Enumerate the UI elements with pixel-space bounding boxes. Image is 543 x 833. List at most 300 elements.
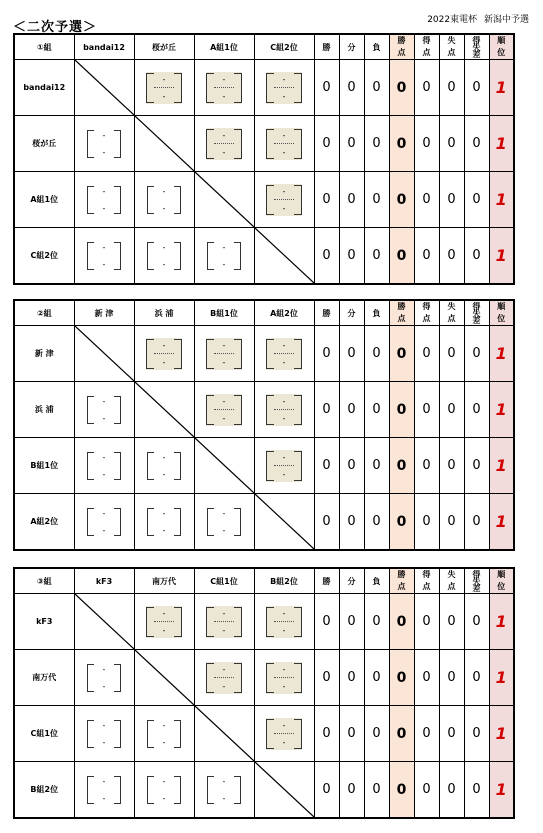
stat-draw: 0 bbox=[339, 762, 364, 819]
score-separator: - bbox=[282, 737, 286, 747]
score-entry-box[interactable] bbox=[206, 774, 242, 806]
diagonal-line bbox=[255, 762, 314, 817]
stat-loss: 0 bbox=[364, 706, 389, 762]
league-table bbox=[13, 33, 515, 285]
score-divider bbox=[274, 465, 294, 466]
stat-win: 0 bbox=[314, 228, 339, 285]
match-cell bbox=[74, 650, 134, 706]
header-char: 失 bbox=[447, 302, 456, 311]
match-cell bbox=[194, 326, 254, 382]
header-char: 位 bbox=[497, 314, 506, 323]
match-cell bbox=[254, 60, 314, 116]
diagonal-cell bbox=[74, 326, 134, 382]
diagonal-cell bbox=[254, 762, 314, 819]
group-table-1 bbox=[13, 33, 515, 285]
league-table bbox=[13, 567, 515, 819]
match-cell bbox=[194, 382, 254, 438]
score-separator: - bbox=[222, 357, 226, 367]
stat-gd: 0 bbox=[464, 60, 489, 116]
stat-win: 0 bbox=[314, 382, 339, 438]
header-char: 勝 bbox=[397, 570, 406, 579]
stat-ga: 0 bbox=[439, 172, 464, 228]
score-separator: - bbox=[162, 776, 166, 786]
stat-loss: 0 bbox=[364, 650, 389, 706]
score-entry-box[interactable] bbox=[146, 338, 182, 370]
stat-points: 0 bbox=[389, 650, 414, 706]
stat-win: 0 bbox=[314, 60, 339, 116]
header-goals-against bbox=[439, 34, 464, 60]
header-char: 点 bbox=[397, 314, 406, 323]
stat-gf: 0 bbox=[414, 172, 439, 228]
score-divider bbox=[274, 199, 294, 200]
header-goals-against bbox=[439, 300, 464, 326]
score-separator: - bbox=[162, 357, 166, 367]
header-loss: 負 bbox=[364, 568, 389, 594]
score-separator: - bbox=[162, 508, 166, 518]
header-char: 失 bbox=[472, 308, 481, 318]
stat-draw: 0 bbox=[339, 494, 364, 551]
diagonal-line bbox=[75, 60, 134, 115]
stat-loss: 0 bbox=[364, 60, 389, 116]
header-char: 失 bbox=[447, 570, 456, 579]
stat-points: 0 bbox=[389, 762, 414, 819]
stat-gf: 0 bbox=[414, 382, 439, 438]
stat-ga: 0 bbox=[439, 228, 464, 285]
group-label: ②組 bbox=[14, 300, 74, 326]
stat-gd: 0 bbox=[464, 326, 489, 382]
score-separator: - bbox=[102, 469, 106, 479]
match-cell bbox=[254, 438, 314, 494]
stat-gd: 0 bbox=[464, 706, 489, 762]
score-entry-box[interactable] bbox=[206, 128, 242, 160]
match-cell bbox=[194, 494, 254, 551]
stat-ga: 0 bbox=[439, 326, 464, 382]
score-separator: - bbox=[282, 413, 286, 423]
header-win: 勝 bbox=[314, 300, 339, 326]
stat-loss: 0 bbox=[364, 594, 389, 650]
match-cell bbox=[254, 172, 314, 228]
team-column-header: 浜 浦 bbox=[134, 300, 194, 326]
diagonal-cell bbox=[74, 594, 134, 650]
stat-draw: 0 bbox=[339, 594, 364, 650]
stat-gf: 0 bbox=[414, 762, 439, 819]
score-separator: - bbox=[222, 625, 226, 635]
stat-gf: 0 bbox=[414, 60, 439, 116]
diagonal-line bbox=[195, 706, 254, 761]
score-entry-box[interactable] bbox=[86, 450, 122, 482]
diagonal-line bbox=[75, 326, 134, 381]
header-char: 点 bbox=[447, 582, 456, 591]
group-table-3 bbox=[13, 567, 515, 819]
header-row bbox=[14, 34, 514, 60]
score-divider bbox=[274, 621, 294, 622]
score-entry-box[interactable] bbox=[266, 718, 302, 750]
match-cell bbox=[194, 228, 254, 285]
stat-loss: 0 bbox=[364, 494, 389, 551]
stat-rank: 1 bbox=[489, 594, 514, 650]
stat-gd: 0 bbox=[464, 116, 489, 172]
score-separator: - bbox=[222, 793, 226, 803]
header-char: 得 bbox=[422, 302, 431, 311]
header-char: 点 bbox=[447, 314, 456, 323]
stat-rank: 1 bbox=[489, 762, 514, 819]
team-row-name: 南万代 bbox=[14, 650, 74, 706]
header-win: 勝 bbox=[314, 34, 339, 60]
stat-loss: 0 bbox=[364, 116, 389, 172]
stat-draw: 0 bbox=[339, 650, 364, 706]
stat-ga: 0 bbox=[439, 438, 464, 494]
header-char: 失 bbox=[472, 576, 481, 586]
score-separator: - bbox=[282, 357, 286, 367]
stat-ga: 0 bbox=[439, 494, 464, 551]
team-row-name: A組1位 bbox=[14, 172, 74, 228]
header-char: 点 bbox=[422, 48, 431, 57]
diagonal-cell bbox=[194, 706, 254, 762]
stat-loss: 0 bbox=[364, 438, 389, 494]
team-row-name: 新 津 bbox=[14, 326, 74, 382]
match-cell bbox=[254, 650, 314, 706]
score-entry-box[interactable] bbox=[206, 240, 242, 272]
header-char: 位 bbox=[497, 48, 506, 57]
score-entry-box[interactable] bbox=[86, 774, 122, 806]
stat-points: 0 bbox=[389, 228, 414, 285]
team-row bbox=[14, 650, 514, 706]
team-row-name: 桜が丘 bbox=[14, 116, 74, 172]
score-entry-box[interactable] bbox=[146, 506, 182, 538]
team-row bbox=[14, 594, 514, 650]
score-entry-box[interactable] bbox=[146, 450, 182, 482]
stat-loss: 0 bbox=[364, 326, 389, 382]
header-rank bbox=[489, 300, 514, 326]
team-row bbox=[14, 172, 514, 228]
score-separator: - bbox=[162, 720, 166, 730]
score-entry-box[interactable] bbox=[86, 506, 122, 538]
score-separator: - bbox=[102, 525, 106, 535]
header-rank bbox=[489, 568, 514, 594]
score-separator: - bbox=[102, 147, 106, 157]
team-row-name: 浜 浦 bbox=[14, 382, 74, 438]
score-separator: - bbox=[162, 452, 166, 462]
score-separator: - bbox=[102, 664, 106, 674]
score-separator: - bbox=[222, 525, 226, 535]
score-divider bbox=[274, 87, 294, 88]
team-row bbox=[14, 326, 514, 382]
match-cell bbox=[134, 228, 194, 285]
stat-loss: 0 bbox=[364, 382, 389, 438]
match-cell bbox=[134, 326, 194, 382]
team-row-name: B組1位 bbox=[14, 438, 74, 494]
match-cell bbox=[254, 116, 314, 172]
score-entry-box[interactable] bbox=[266, 662, 302, 694]
team-column-header: 桜が丘 bbox=[134, 34, 194, 60]
score-divider bbox=[154, 621, 174, 622]
match-cell bbox=[194, 116, 254, 172]
score-separator: - bbox=[102, 396, 106, 406]
score-separator: - bbox=[102, 413, 106, 423]
stat-ga: 0 bbox=[439, 594, 464, 650]
header-char: 順 bbox=[497, 36, 506, 45]
stat-gd: 0 bbox=[464, 650, 489, 706]
stat-ga: 0 bbox=[439, 116, 464, 172]
stat-ga: 0 bbox=[439, 382, 464, 438]
header-char: 位 bbox=[497, 582, 506, 591]
header-char: 得 bbox=[422, 570, 431, 579]
stat-rank: 1 bbox=[489, 494, 514, 551]
header-char: 点 bbox=[422, 582, 431, 591]
header-char: 順 bbox=[497, 302, 506, 311]
stat-rank: 1 bbox=[489, 438, 514, 494]
score-separator: - bbox=[162, 625, 166, 635]
header-char: 差 bbox=[472, 315, 481, 325]
score-entry-box[interactable] bbox=[146, 72, 182, 104]
team-column-header: B組1位 bbox=[194, 300, 254, 326]
stat-rank: 1 bbox=[489, 326, 514, 382]
stat-win: 0 bbox=[314, 706, 339, 762]
score-entry-box[interactable] bbox=[266, 72, 302, 104]
team-row bbox=[14, 438, 514, 494]
score-separator: - bbox=[222, 242, 226, 252]
score-entry-box[interactable] bbox=[146, 184, 182, 216]
diagonal-line bbox=[255, 494, 314, 549]
stat-win: 0 bbox=[314, 762, 339, 819]
header-char: 点 bbox=[447, 48, 456, 57]
score-separator: - bbox=[102, 203, 106, 213]
score-separator: - bbox=[162, 737, 166, 747]
score-entry-box[interactable] bbox=[86, 240, 122, 272]
score-separator: - bbox=[222, 259, 226, 269]
header-points bbox=[389, 300, 414, 326]
stat-gd: 0 bbox=[464, 382, 489, 438]
score-separator: - bbox=[102, 186, 106, 196]
score-separator: - bbox=[162, 525, 166, 535]
score-separator: - bbox=[102, 681, 106, 691]
stat-points: 0 bbox=[389, 382, 414, 438]
score-entry-box[interactable] bbox=[86, 128, 122, 160]
score-entry-box[interactable] bbox=[86, 662, 122, 694]
header-goal-diff bbox=[464, 34, 489, 60]
diagonal-cell bbox=[194, 438, 254, 494]
score-separator: - bbox=[162, 469, 166, 479]
match-cell bbox=[74, 762, 134, 819]
match-cell bbox=[134, 172, 194, 228]
score-entry-box[interactable] bbox=[146, 240, 182, 272]
stat-points: 0 bbox=[389, 116, 414, 172]
score-entry-box[interactable] bbox=[266, 128, 302, 160]
diagonal-line bbox=[135, 116, 194, 171]
score-separator: - bbox=[222, 776, 226, 786]
score-divider bbox=[214, 143, 234, 144]
stat-gf: 0 bbox=[414, 594, 439, 650]
match-cell bbox=[134, 494, 194, 551]
stat-gd: 0 bbox=[464, 494, 489, 551]
score-separator: - bbox=[282, 130, 286, 140]
stat-rank: 1 bbox=[489, 60, 514, 116]
score-separator: - bbox=[222, 74, 226, 84]
stat-ga: 0 bbox=[439, 650, 464, 706]
match-cell bbox=[194, 60, 254, 116]
match-cell bbox=[74, 494, 134, 551]
stat-draw: 0 bbox=[339, 116, 364, 172]
league-table bbox=[13, 299, 515, 551]
stat-gf: 0 bbox=[414, 706, 439, 762]
match-cell bbox=[254, 706, 314, 762]
stat-win: 0 bbox=[314, 172, 339, 228]
score-entry-box[interactable] bbox=[266, 394, 302, 426]
score-entry-box[interactable] bbox=[266, 606, 302, 638]
stat-gf: 0 bbox=[414, 650, 439, 706]
score-entry-box[interactable] bbox=[86, 394, 122, 426]
diagonal-line bbox=[135, 650, 194, 705]
score-separator: - bbox=[222, 413, 226, 423]
score-divider bbox=[214, 621, 234, 622]
stat-points: 0 bbox=[389, 594, 414, 650]
stat-gf: 0 bbox=[414, 116, 439, 172]
team-row-name: B組2位 bbox=[14, 762, 74, 819]
team-column-header: 新 津 bbox=[74, 300, 134, 326]
match-cell bbox=[254, 594, 314, 650]
match-cell bbox=[134, 706, 194, 762]
stat-gd: 0 bbox=[464, 594, 489, 650]
score-separator: - bbox=[282, 664, 286, 674]
header-char: 得 bbox=[472, 569, 481, 579]
event-region: 新潟中予選 bbox=[483, 15, 529, 25]
score-divider bbox=[154, 87, 174, 88]
header-draw: 分 bbox=[339, 34, 364, 60]
stat-loss: 0 bbox=[364, 762, 389, 819]
stat-gd: 0 bbox=[464, 438, 489, 494]
stat-ga: 0 bbox=[439, 60, 464, 116]
score-entry-box[interactable] bbox=[146, 774, 182, 806]
diagonal-cell bbox=[134, 650, 194, 706]
stat-loss: 0 bbox=[364, 228, 389, 285]
score-separator: - bbox=[162, 74, 166, 84]
header-points bbox=[389, 568, 414, 594]
score-entry-box[interactable] bbox=[206, 606, 242, 638]
stat-points: 0 bbox=[389, 172, 414, 228]
score-separator: - bbox=[102, 720, 106, 730]
stat-gd: 0 bbox=[464, 172, 489, 228]
score-entry-box[interactable] bbox=[206, 394, 242, 426]
score-separator: - bbox=[102, 452, 106, 462]
match-cell bbox=[134, 762, 194, 819]
team-column-header: kF3 bbox=[74, 568, 134, 594]
stat-draw: 0 bbox=[339, 228, 364, 285]
score-divider bbox=[214, 87, 234, 88]
score-separator: - bbox=[162, 340, 166, 350]
header-goals-for bbox=[414, 568, 439, 594]
team-column-header: 南万代 bbox=[134, 568, 194, 594]
score-entry-box[interactable] bbox=[146, 606, 182, 638]
header-char: 点 bbox=[422, 314, 431, 323]
match-cell bbox=[74, 172, 134, 228]
header-char: 失 bbox=[447, 36, 456, 45]
team-row-name: kF3 bbox=[14, 594, 74, 650]
score-separator: - bbox=[162, 203, 166, 213]
match-cell bbox=[74, 438, 134, 494]
score-separator: - bbox=[282, 625, 286, 635]
score-entry-box[interactable] bbox=[266, 338, 302, 370]
stat-win: 0 bbox=[314, 650, 339, 706]
stat-gd: 0 bbox=[464, 762, 489, 819]
score-entry-box[interactable] bbox=[266, 450, 302, 482]
score-divider bbox=[274, 143, 294, 144]
score-entry-box[interactable] bbox=[206, 662, 242, 694]
stat-win: 0 bbox=[314, 326, 339, 382]
score-entry-box[interactable] bbox=[206, 506, 242, 538]
score-divider bbox=[214, 677, 234, 678]
diagonal-line bbox=[135, 382, 194, 437]
header-rank bbox=[489, 34, 514, 60]
score-divider bbox=[274, 677, 294, 678]
team-row-name: C組2位 bbox=[14, 228, 74, 285]
match-cell bbox=[194, 594, 254, 650]
stat-draw: 0 bbox=[339, 60, 364, 116]
score-separator: - bbox=[102, 259, 106, 269]
score-separator: - bbox=[282, 74, 286, 84]
score-entry-box[interactable] bbox=[206, 72, 242, 104]
team-row bbox=[14, 706, 514, 762]
header-goal-diff bbox=[464, 300, 489, 326]
match-cell bbox=[134, 60, 194, 116]
team-column-header: B組2位 bbox=[254, 568, 314, 594]
stat-points: 0 bbox=[389, 60, 414, 116]
score-entry-box[interactable] bbox=[146, 718, 182, 750]
score-separator: - bbox=[222, 664, 226, 674]
score-entry-box[interactable] bbox=[86, 718, 122, 750]
header-goals-for bbox=[414, 34, 439, 60]
score-entry-box[interactable] bbox=[266, 184, 302, 216]
stat-loss: 0 bbox=[364, 172, 389, 228]
score-separator: - bbox=[222, 147, 226, 157]
team-column-header: C組1位 bbox=[194, 568, 254, 594]
diagonal-line bbox=[255, 228, 314, 283]
stat-gf: 0 bbox=[414, 438, 439, 494]
score-separator: - bbox=[282, 91, 286, 101]
stat-win: 0 bbox=[314, 116, 339, 172]
stat-ga: 0 bbox=[439, 706, 464, 762]
stat-gf: 0 bbox=[414, 494, 439, 551]
team-row-name: A組2位 bbox=[14, 494, 74, 551]
score-separator: - bbox=[282, 147, 286, 157]
match-cell bbox=[74, 228, 134, 285]
score-divider bbox=[214, 409, 234, 410]
team-row bbox=[14, 494, 514, 551]
match-cell bbox=[134, 594, 194, 650]
diagonal-cell bbox=[254, 228, 314, 285]
header-char: 得 bbox=[472, 35, 481, 45]
score-separator: - bbox=[282, 203, 286, 213]
score-separator: - bbox=[222, 130, 226, 140]
stat-rank: 1 bbox=[489, 228, 514, 285]
team-row bbox=[14, 382, 514, 438]
header-row bbox=[14, 300, 514, 326]
event-header bbox=[423, 12, 529, 25]
score-entry-box[interactable] bbox=[86, 184, 122, 216]
diagonal-cell bbox=[74, 60, 134, 116]
stat-draw: 0 bbox=[339, 706, 364, 762]
score-separator: - bbox=[282, 720, 286, 730]
team-row-name: C組1位 bbox=[14, 706, 74, 762]
match-cell bbox=[194, 762, 254, 819]
team-row bbox=[14, 60, 514, 116]
stat-draw: 0 bbox=[339, 382, 364, 438]
stat-ga: 0 bbox=[439, 762, 464, 819]
score-separator: - bbox=[102, 776, 106, 786]
diagonal-cell bbox=[194, 172, 254, 228]
score-separator: - bbox=[222, 608, 226, 618]
score-entry-box[interactable] bbox=[206, 338, 242, 370]
header-char: 順 bbox=[497, 570, 506, 579]
